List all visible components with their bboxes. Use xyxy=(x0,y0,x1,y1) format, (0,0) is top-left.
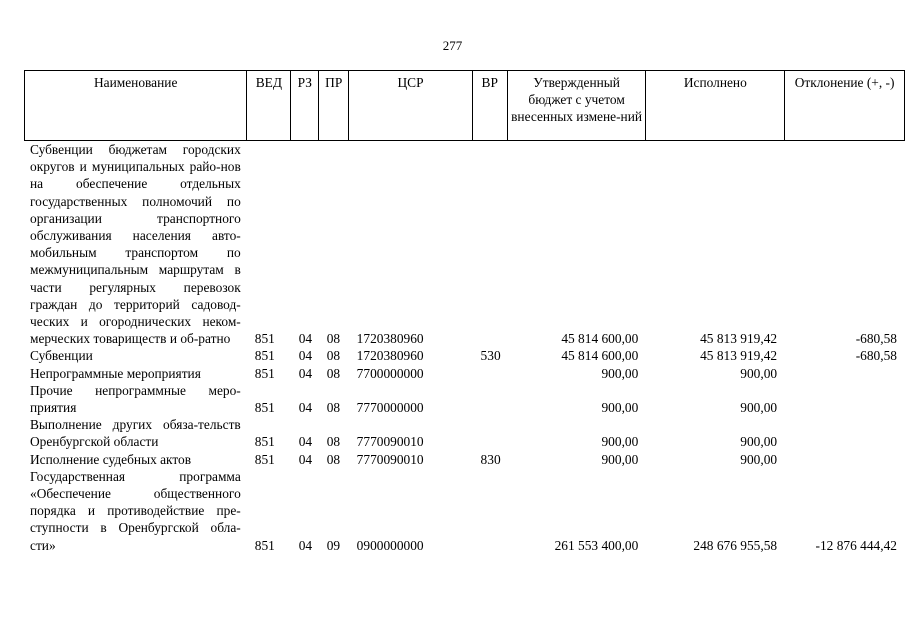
row-pr: 09 xyxy=(326,537,341,553)
row-approved: 45 814 600,00 xyxy=(561,331,639,347)
row-executed: 900,00 xyxy=(740,365,778,381)
row-deviation xyxy=(785,382,905,416)
row-rz: 04 xyxy=(298,400,313,416)
row-pr: 08 xyxy=(326,400,341,416)
row-pr: 08 xyxy=(326,451,341,467)
row-name: Исполнение судебных актов xyxy=(30,451,192,467)
row-pr: 08 xyxy=(326,331,341,347)
header-ved: ВЕД xyxy=(247,71,291,141)
row-name: Субвенции бюджетам городских округов и муниципальных райо-нов на обеспечение отдельных государственных полномочий по организации транспортного обслуживания населения авто-мобильным транспортом по межмуниципальным маршрутам в части регулярных перевозок граждан до территорий садовод-ческих и огороднических неком-мерческих товариществ и об-ратно xyxy=(30,142,241,347)
row-vr xyxy=(473,416,508,450)
row-ved: 851 xyxy=(254,400,275,416)
row-rz: 04 xyxy=(298,451,313,467)
row-executed: 45 813 919,42 xyxy=(700,331,778,347)
header-approved: Утвержденный бюджет с учетом внесенных измене-ний xyxy=(507,71,646,141)
row-csr: 1720380960 xyxy=(356,348,424,364)
table-row xyxy=(24,382,905,416)
row-approved: 261 553 400,00 xyxy=(554,537,639,553)
row-ved: 851 xyxy=(254,451,275,467)
row-approved: 900,00 xyxy=(601,365,639,381)
table-header xyxy=(24,70,905,141)
row-vr xyxy=(473,468,508,554)
header-csr: ЦСР xyxy=(349,71,473,141)
row-rz: 04 xyxy=(298,348,313,364)
row-approved: 900,00 xyxy=(601,400,639,416)
row-executed: 900,00 xyxy=(740,434,778,450)
row-ved: 851 xyxy=(254,537,275,553)
row-deviation xyxy=(785,451,905,468)
row-ved: 851 xyxy=(254,365,275,381)
row-deviation xyxy=(785,416,905,450)
row-vr xyxy=(473,382,508,416)
row-approved: 900,00 xyxy=(601,434,639,450)
row-ved: 851 xyxy=(254,331,275,347)
row-vr xyxy=(473,365,508,382)
table-row xyxy=(24,468,905,554)
row-approved: 900,00 xyxy=(601,451,639,467)
row-deviation xyxy=(785,365,905,382)
row-vr xyxy=(473,141,508,347)
page-number: 277 xyxy=(442,38,463,53)
table-row xyxy=(24,416,905,450)
row-deviation: -680,58 xyxy=(855,348,897,364)
row-executed: 248 676 955,58 xyxy=(693,537,778,553)
row-vr: 830 xyxy=(480,451,501,467)
header-name: Наименование xyxy=(25,71,247,141)
budget-table xyxy=(24,141,905,554)
row-pr: 08 xyxy=(326,434,341,450)
row-pr: 08 xyxy=(326,365,341,381)
header-deviation: Отклонение (+, -) xyxy=(785,71,905,141)
header-executed: Исполнено xyxy=(646,71,785,141)
header-pr: ПР xyxy=(319,71,349,141)
row-approved: 45 814 600,00 xyxy=(561,348,639,364)
row-ved: 851 xyxy=(254,348,275,364)
row-name: Прочие непрограммные меро-приятия xyxy=(30,382,241,416)
row-csr: 7770090010 xyxy=(356,434,424,450)
row-executed: 900,00 xyxy=(740,400,778,416)
row-ved: 851 xyxy=(254,434,275,450)
row-rz: 04 xyxy=(298,434,313,450)
row-csr: 1720380960 xyxy=(356,331,424,347)
header-rz: РЗ xyxy=(291,71,319,141)
row-executed: 45 813 919,42 xyxy=(700,348,778,364)
table-row xyxy=(24,451,905,468)
row-deviation: -680,58 xyxy=(855,331,897,347)
table-row xyxy=(24,365,905,382)
row-csr: 7700000000 xyxy=(356,365,424,381)
table-row xyxy=(24,141,905,347)
row-csr: 0900000000 xyxy=(356,537,424,553)
row-rz: 04 xyxy=(298,365,313,381)
row-name: Государственная программа «Обеспечение общественного порядка и противодействие пре-ступности в Оренбургской обла-сти» xyxy=(30,468,241,553)
table-row xyxy=(24,347,905,364)
row-rz: 04 xyxy=(298,331,313,347)
row-csr: 7770000000 xyxy=(356,400,424,416)
row-executed: 900,00 xyxy=(740,451,778,467)
row-csr: 7770090010 xyxy=(356,451,424,467)
row-name: Выполнение других обяза-тельств Оренбургской области xyxy=(30,417,241,450)
row-name: Субвенции xyxy=(30,348,93,364)
row-deviation: -12 876 444,42 xyxy=(815,537,897,553)
row-pr: 08 xyxy=(326,348,341,364)
row-name: Непрограммные мероприятия xyxy=(30,365,201,381)
row-rz: 04 xyxy=(298,537,313,553)
header-vr: ВР xyxy=(472,71,507,141)
row-vr: 530 xyxy=(480,348,501,364)
